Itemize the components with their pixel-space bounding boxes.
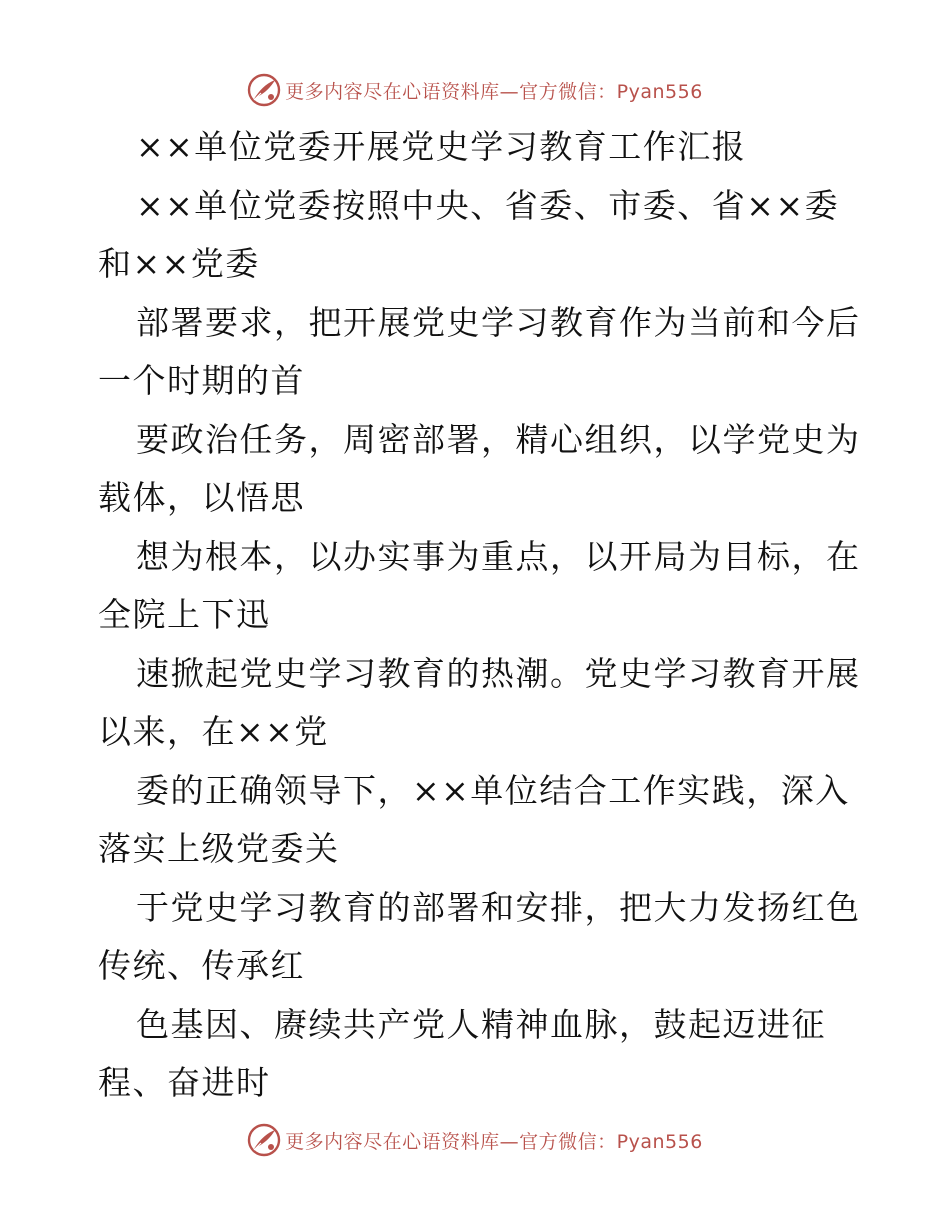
- paragraph-line: 部署要求，把开展党史学习教育作为当前和今后: [136, 302, 861, 342]
- paragraph-line: 委的正确领导下，××单位结合工作实践，深入: [136, 770, 850, 810]
- header-watermark: [0, 70, 950, 110]
- feather-pen-logo-icon: [247, 1123, 281, 1157]
- paragraph-line: 以来，在××党: [98, 712, 329, 751]
- paragraph-line: 落实上级党委关: [98, 829, 340, 868]
- document-title: ××单位党委开展党史学习教育工作汇报: [136, 127, 747, 166]
- footer-watermark: [0, 1120, 950, 1160]
- paragraph-line: 想为根本，以办实事为重点，以开局为目标，在: [136, 536, 861, 576]
- paragraph-line: 和××党委: [98, 244, 260, 283]
- document-body: [98, 118, 861, 1113]
- paragraph-line: 速掀起党史学习教育的热潮。党史学习教育开展: [136, 653, 861, 693]
- feather-pen-logo-icon: [247, 73, 281, 107]
- paragraph-line: 全院上下迅: [98, 595, 271, 634]
- paragraph-line: ××单位党委按照中央、省委、市委、省××委: [136, 185, 840, 225]
- paragraph-line: 程、奋进时: [98, 1063, 271, 1102]
- header-watermark-text: 更多内容尽在心语资料库—官方微信：Pyan556: [285, 80, 703, 103]
- footer-watermark-text: 更多内容尽在心语资料库—官方微信：Pyan556: [285, 1130, 703, 1153]
- paragraph-line: 色基因、赓续共产党人精神血脉，鼓起迈进征: [136, 1004, 826, 1044]
- paragraph-line: 要政治任务，周密部署，精心组织，以学党史为: [136, 419, 861, 459]
- paragraph-line: 于党史学习教育的部署和安排，把大力发扬红色: [136, 887, 861, 927]
- paragraph-line: 传统、传承红: [98, 946, 305, 985]
- paragraph-line: 载体，以悟思: [98, 478, 305, 517]
- paragraph-line: 一个时期的首: [98, 361, 305, 400]
